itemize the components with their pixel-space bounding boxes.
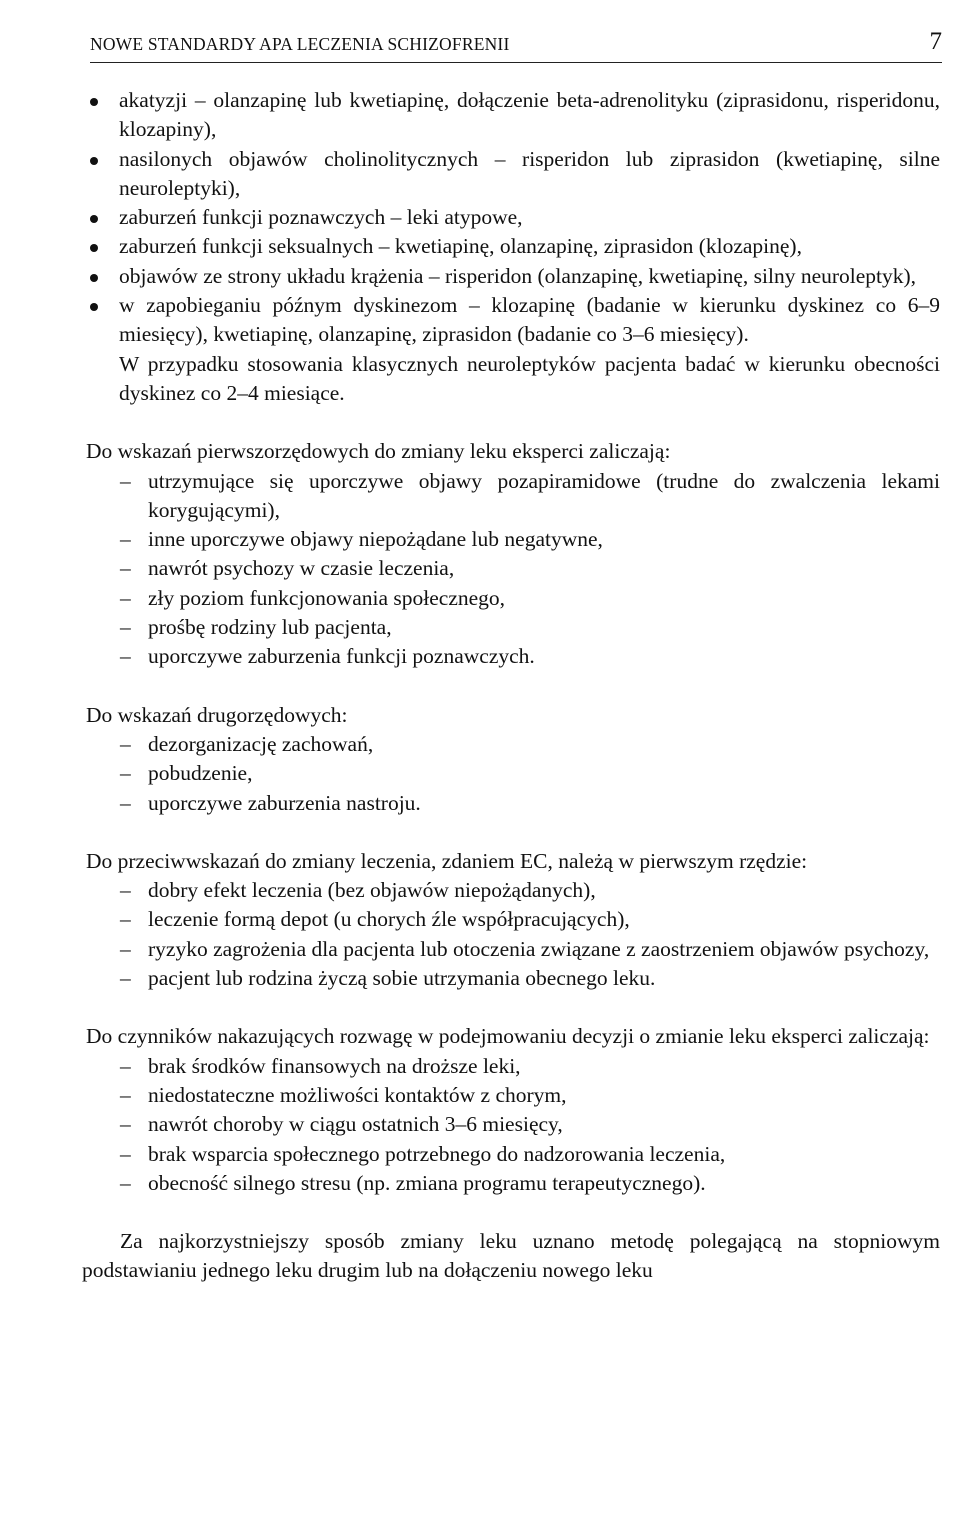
spacer — [82, 672, 940, 701]
list-item: – pacjent lub rodzina życzą sobie utrzymania obecnego leku. — [82, 964, 940, 993]
list-item: – uporczywe zaburzenia funkcji poznawczych. — [82, 642, 940, 671]
bullet-list — [82, 86, 940, 350]
list-item: – dobry efekt leczenia (bez objawów niepożądanych), — [82, 876, 940, 905]
list-item: – pobudzenie, — [82, 759, 940, 788]
list-item: – brak wsparcia społecznego potrzebnego do nadzorowania leczenia, — [82, 1140, 940, 1169]
final-paragraph: Za najkorzystniejszy sposób zmiany leku uznano metodę polegającą na stopniowym podstawianiu jednego leku drugim lub na dołączeniu nowego leku — [82, 1229, 940, 1283]
list-item: – obecność silnego stresu (np. zmiana programu terapeutycznego). — [82, 1169, 940, 1198]
spacer — [82, 993, 940, 1022]
bullet-item: objawów ze strony układu krążenia – risperidon (olanzapinę, kwetiapinę, silny neuroleptyk), — [82, 262, 940, 291]
list-item: – brak środków finansowych na droższe leki, — [82, 1052, 940, 1081]
primary-indications-list — [82, 467, 940, 672]
secondary-indications-list — [82, 730, 940, 818]
spacer — [82, 818, 940, 847]
bullet-item: zaburzeń funkcji poznawczych – leki atypowe, — [82, 203, 940, 232]
list-item: – leczenie formą depot (u chorych źle współpracujących), — [82, 905, 940, 934]
page-content — [82, 86, 940, 1286]
list-item: – inne uporczywe objawy niepożądane lub negatywne, — [82, 525, 940, 554]
page-number: 7 — [929, 28, 942, 55]
bullet-note: W przypadku stosowania klasycznych neuroleptyków pacjenta badać w kierunku obecności dyskinez co 2–4 miesiące. — [119, 351, 940, 405]
spacer — [82, 1198, 940, 1227]
list-item: – uporczywe zaburzenia nastroju. — [82, 789, 940, 818]
list-item: – dezorganizację zachowań, — [82, 730, 940, 759]
list-item: – utrzymujące się uporczywe objawy pozapiramidowe (trudne do zwalczenia lekami korygującymi), — [82, 467, 940, 526]
caution-factors-list — [82, 1052, 940, 1198]
bullet-item: w zapobieganiu późnym dyskinezom – klozapinę (badanie w kierunku dyskinez co 6–9 miesięcy), kwetiapinę, olanzapinę, ziprasidon (badanie co 3–6 miesięcy). — [82, 291, 940, 350]
spacer — [82, 408, 940, 437]
header-title: NOWE STANDARDY APA LECZENIA SCHIZOFRENII — [90, 34, 510, 54]
bullet-item: zaburzeń funkcji seksualnych – kwetiapinę, olanzapinę, ziprasidon (klozapinę), — [82, 232, 940, 261]
bullet-item: akatyzji – olanzapinę lub kwetiapinę, dołączenie beta-adrenolityku (ziprasidonu, risperidonu, klozapiny), — [82, 86, 940, 145]
list-item: – nawrót psychozy w czasie leczenia, — [82, 554, 940, 583]
primary-indications-intro: Do wskazań pierwszorzędowych do zmiany leku eksperci zaliczają: — [86, 439, 671, 464]
list-item: – ryzyko zagrożenia dla pacjenta lub otoczenia związane z zaostrzeniem objawów psychozy, — [82, 935, 940, 964]
list-item: – zły poziom funkcjonowania społecznego, — [82, 584, 940, 613]
list-item: – nawrót choroby w ciągu ostatnich 3–6 miesięcy, — [82, 1110, 940, 1139]
bullet-item: nasilonych objawów cholinolitycznych – risperidon lub ziprasidon (kwetiapinę, silne neuroleptyki), — [82, 145, 940, 204]
secondary-indications-intro: Do wskazań drugorzędowych: — [86, 702, 348, 727]
contraindications-list — [82, 876, 940, 993]
running-header — [90, 24, 942, 63]
list-item: – prośbę rodziny lub pacjenta, — [82, 613, 940, 642]
list-item: – niedostateczne możliwości kontaktów z chorym, — [82, 1081, 940, 1110]
contraindications-intro: Do przeciwwskazań do zmiany leczenia, zdaniem EC, należą w pierwszym rzędzie: — [86, 848, 808, 873]
caution-factors-intro: Do czynników nakazujących rozwagę w podejmowaniu decyzji o zmianie leku eksperci zaliczają: — [86, 1024, 930, 1049]
